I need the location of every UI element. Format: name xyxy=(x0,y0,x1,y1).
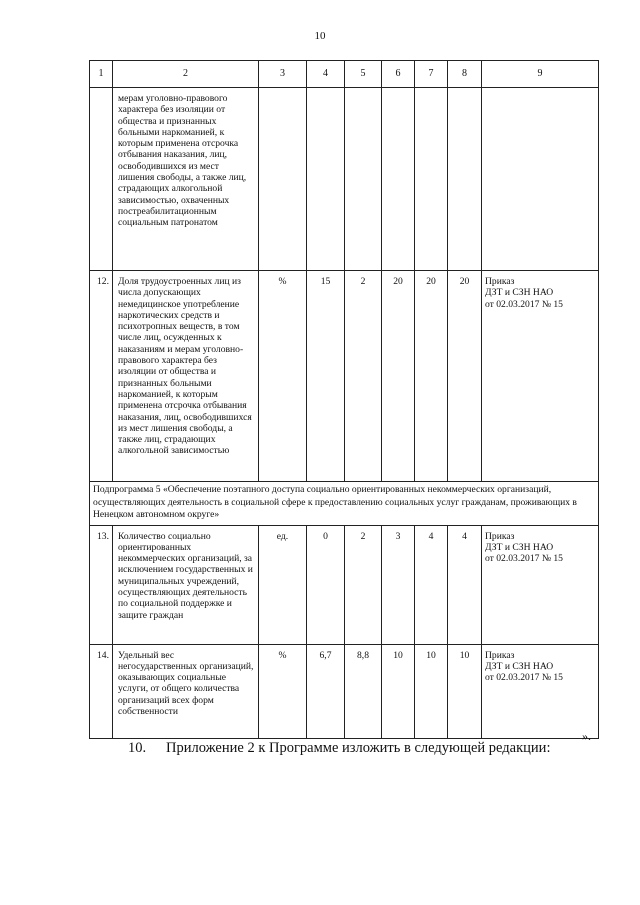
subprogram-title: Подпрограмма 5 «Обеспечение поэтапного доступа социально ориентированных некоммерческих организаций, осуществляющих деятельность в социальной сфере к предоставлению социальных услуг гражданам, проживающих в Ненецком автономном округе» xyxy=(90,482,599,526)
table-row xyxy=(90,644,599,738)
value-cell: 20 xyxy=(382,271,415,482)
source-line: от 02.03.2017 № 15 xyxy=(485,672,563,684)
indicator-name: мерам уголовно-правового характера без изоляции от общества и признанных больными наркоманией, к которым применена отсрочка отбывания наказания, лиц, освободившихся из мест лишения свободы, а также лиц, страдающих алкогольной зависимостью, охваченных постреабилитационным социальным патронатом xyxy=(113,88,259,271)
header-cell: 8 xyxy=(448,61,482,88)
value-cell: 3 xyxy=(382,525,415,644)
unit-cell: % xyxy=(259,271,307,482)
value-cell: 6,7 xyxy=(307,644,345,738)
table-row xyxy=(90,271,599,482)
value-cell: 10 xyxy=(415,644,448,738)
row-number: 12. xyxy=(90,271,113,482)
source-line: Приказ xyxy=(485,276,515,287)
value-cell: 10 xyxy=(382,644,415,738)
table-row xyxy=(90,88,599,271)
value-cell: 20 xyxy=(448,271,482,482)
value-cell: 2 xyxy=(345,271,382,482)
indicator-name: Удельный вес негосударственных организаций, оказывающих социальные услуги, от общего количества организаций всех форм собственности xyxy=(113,644,259,738)
header-cell: 9 xyxy=(482,61,599,88)
indicator-name: Доля трудоустроенных лиц из числа допускающих немедицинское употребление наркотических средств и психотропных веществ, в том числе лиц, осужденных к наказаниям и мерам уголовно-правового характера без изоляции от общества и признанных больными наркоманией, к которым применена отсрочка отбывания наказания, лиц, освободившихся из мест лишения свободы, а также лиц, страдающих алкогольной зависимостью xyxy=(113,271,259,482)
value-cell: 20 xyxy=(415,271,448,482)
item-number: 10. xyxy=(128,740,147,756)
value-cell: 0 xyxy=(307,525,345,644)
unit-cell: % xyxy=(259,644,307,738)
source-cell xyxy=(482,271,599,482)
value-cell: 15 xyxy=(307,271,345,482)
value-cell: 4 xyxy=(448,525,482,644)
value-cell: 4 xyxy=(415,525,448,644)
source-line: ДЗТ и СЗН НАО xyxy=(485,541,554,553)
source-line: ДЗТ и СЗН НАО xyxy=(485,287,554,299)
table-row xyxy=(90,525,599,644)
source-line: от 02.03.2017 № 15 xyxy=(485,553,563,565)
item-10 xyxy=(128,740,550,757)
header-cell: 3 xyxy=(259,61,307,88)
header-cell: 7 xyxy=(415,61,448,88)
header-cell: 1 xyxy=(90,61,113,88)
closing-quote: ». xyxy=(582,729,591,743)
value-cell: 8,8 xyxy=(345,644,382,738)
header-cell: 5 xyxy=(345,61,382,88)
source-cell xyxy=(482,644,599,738)
item-text: Приложение 2 к Программе изложить в следующей редакции: xyxy=(166,740,551,756)
source-cell xyxy=(482,525,599,644)
row-number: 13. xyxy=(90,525,113,644)
subprogram-row xyxy=(90,482,599,526)
header-cell: 2 xyxy=(113,61,259,88)
header-cell: 6 xyxy=(382,61,415,88)
unit-cell: ед. xyxy=(259,525,307,644)
source-line: Приказ xyxy=(485,649,515,661)
source-line: Приказ xyxy=(485,530,515,542)
source-line: от 02.03.2017 № 15 xyxy=(485,298,563,310)
page-number: 10 xyxy=(314,30,326,42)
header-row xyxy=(90,61,599,88)
value-cell: 10 xyxy=(448,644,482,738)
indicator-name: Количество социально ориентированных некоммерческих организаций, за исключением государственных и муниципальных учреждений, осуществляющих деятельность по социальной поддержке и защите граждан xyxy=(113,525,259,644)
indicators-table xyxy=(89,60,599,739)
header-cell: 4 xyxy=(307,61,345,88)
row-number: 14. xyxy=(90,644,113,738)
value-cell: 2 xyxy=(345,525,382,644)
source-line: ДЗТ и СЗН НАО xyxy=(485,660,554,672)
